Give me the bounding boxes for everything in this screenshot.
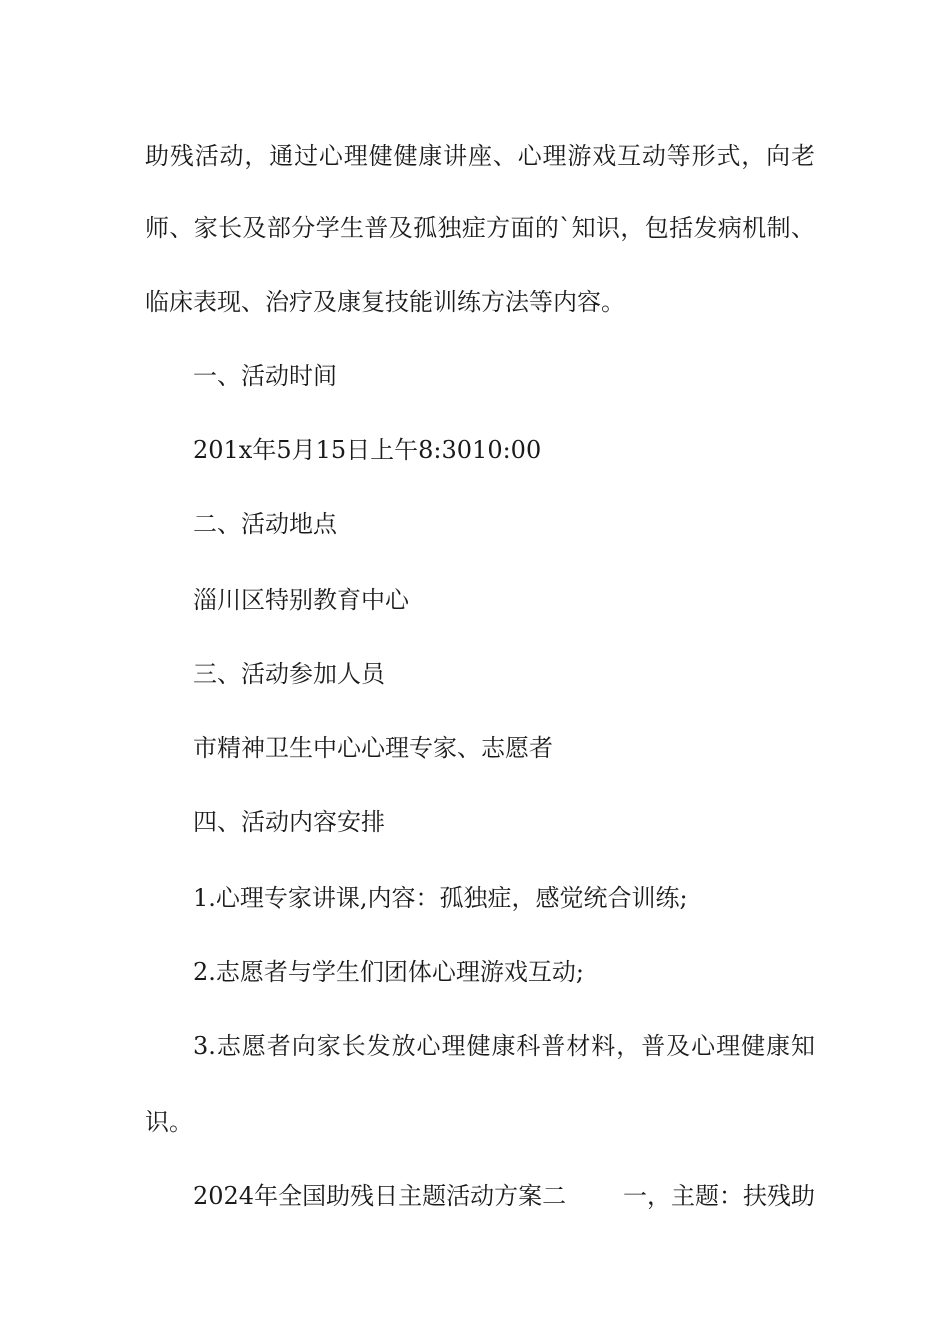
intro-line-2: 师、家长及部分学生普及孤独症方面的`知识，包括发病机制、	[145, 214, 815, 242]
activity-time-text: 201x年5月15日上午8:3010:00	[193, 436, 542, 464]
activity-location-text: 淄川区特别教育中心	[193, 586, 409, 614]
schedule-item-1: 1.心理专家讲课,内容：孤独症，感觉统合训练;	[193, 884, 688, 912]
next-plan-line	[193, 1180, 815, 1212]
schedule-item-2: 2.志愿者与学生们团体心理游戏互动;	[193, 958, 584, 986]
section-heading-time: 一、活动时间	[193, 362, 337, 390]
schedule-item-3-continuation: 识。	[145, 1108, 193, 1136]
participants-text: 市精神卫生中心心理专家、志愿者	[193, 734, 553, 762]
section-heading-schedule: 四、活动内容安排	[193, 808, 385, 836]
section-heading-participants: 三、活动参加人员	[193, 660, 385, 688]
intro-line-3: 临床表现、治疗及康复技能训练方法等内容。	[145, 288, 625, 316]
schedule-item-3: 3.志愿者向家长发放心理健康科普材料，普及心理健康知	[193, 1032, 815, 1060]
section-heading-location: 二、活动地点	[193, 510, 337, 538]
next-plan-theme: 一，主题：扶残助	[623, 1182, 815, 1210]
next-plan-title: 2024年全国助残日主题活动方案二	[193, 1182, 567, 1210]
intro-line-1: 助残活动，通过心理健健康讲座、心理游戏互动等形式，向老	[145, 142, 815, 170]
